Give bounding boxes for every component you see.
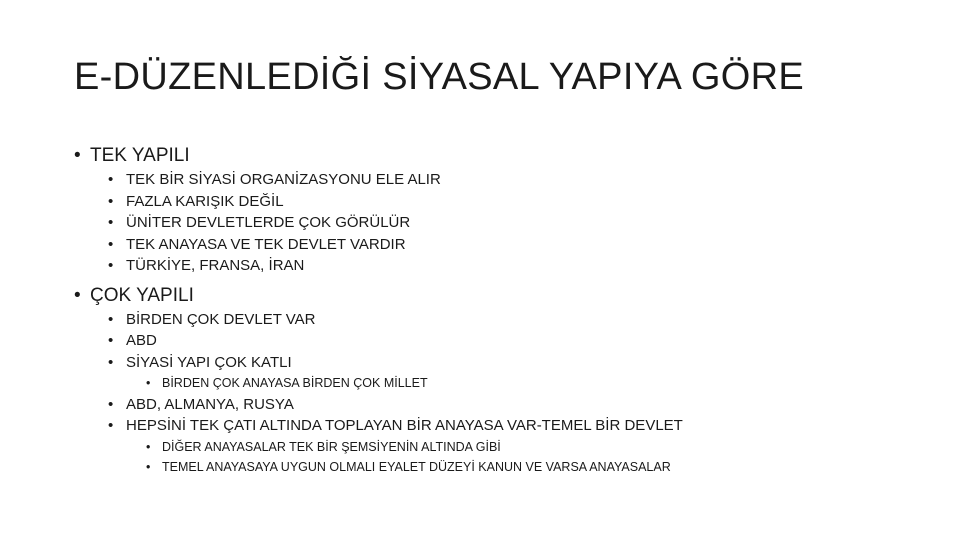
section-heading: • TEK YAPILI — [90, 145, 190, 166]
list-item — [126, 191, 934, 213]
list-item — [126, 255, 934, 277]
sub-sub-bullet-list — [162, 437, 934, 478]
list-item-text: • ABD, ALMANYA, RUSYA — [126, 396, 294, 413]
list-item — [162, 437, 934, 458]
list-item-text: • TEK BİR SİYASİ ORGANİZASYONU ELE ALIR — [126, 171, 441, 188]
list-item-text: • ÜNİTER DEVLETLERDE ÇOK GÖRÜLÜR — [126, 214, 410, 231]
list-item — [126, 212, 934, 234]
list-item-text: • HEPSİNİ TEK ÇATI ALTINDA TOPLAYAN BİR ANAYASA VAR-TEMEL BİR DEVLET — [126, 417, 683, 434]
list-item-text: • FAZLA KARIŞIK DEĞİL — [126, 193, 284, 210]
list-item-text: • TÜRKİYE, FRANSA, İRAN — [126, 257, 304, 274]
sub-bullet-list — [126, 169, 934, 277]
sub-bullet-list — [126, 309, 934, 478]
section-tek-yapili — [90, 143, 934, 277]
list-item-text: • TEMEL ANAYASAYA UYGUN OLMALI EYALET DÜZEYİ KANUN VE VARSA ANAYASALAR — [162, 460, 671, 474]
list-item — [126, 330, 934, 352]
section-cok-yapili — [90, 283, 934, 478]
list-item — [162, 457, 934, 478]
list-item — [126, 309, 934, 331]
list-item — [162, 373, 934, 394]
sub-sub-bullet-list — [162, 373, 934, 394]
section-heading: • ÇOK YAPILI — [90, 285, 194, 306]
list-item-text: • ABD — [126, 332, 157, 349]
slide-title: E-DÜZENLEDİĞİ SİYASAL YAPIYA GÖRE — [74, 56, 805, 98]
list-item — [126, 415, 934, 478]
list-item-text: • DİĞER ANAYASALAR TEK BİR ŞEMSİYENİN ALTINDA GİBİ — [162, 440, 501, 454]
list-item-text: • TEK ANAYASA VE TEK DEVLET VARDIR — [126, 236, 406, 253]
list-item — [126, 394, 934, 416]
list-item-text: • SİYASİ YAPI ÇOK KATLI — [126, 354, 292, 371]
bullet-list — [90, 143, 934, 478]
list-item — [126, 169, 934, 191]
list-item-text: • BİRDEN ÇOK DEVLET VAR — [126, 311, 316, 328]
list-item — [126, 234, 934, 256]
list-item — [126, 352, 934, 394]
list-item-text: • BİRDEN ÇOK ANAYASA BİRDEN ÇOK MİLLET — [162, 376, 428, 390]
slide-content — [74, 143, 934, 478]
